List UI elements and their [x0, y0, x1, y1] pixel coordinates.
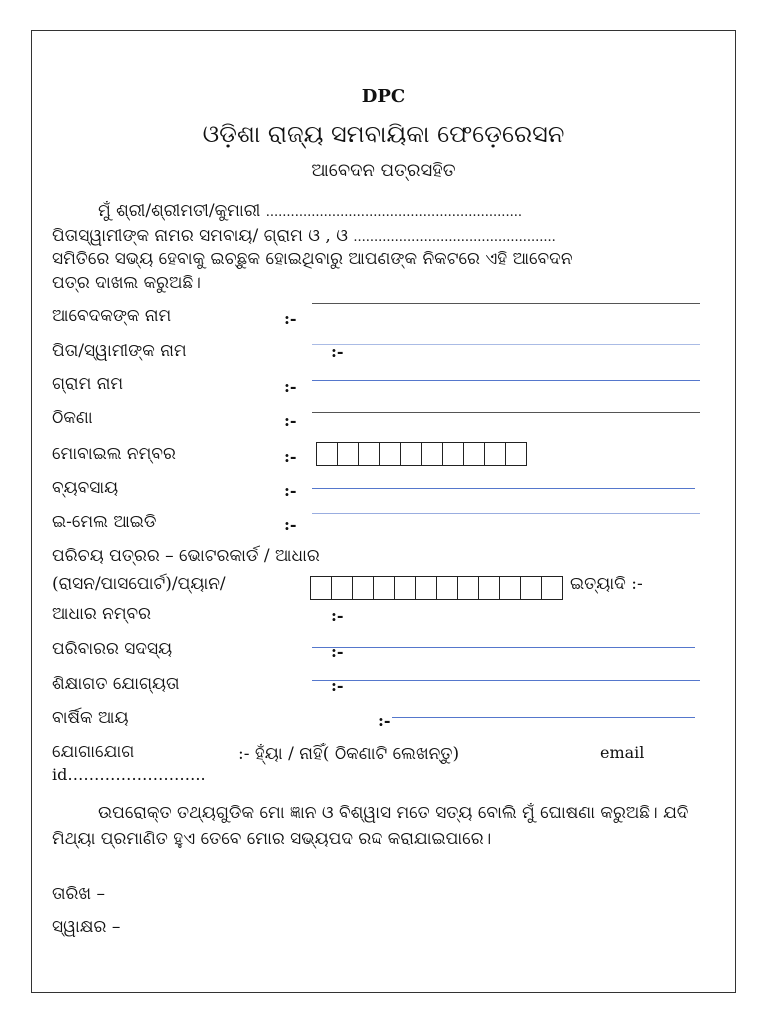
field-colon: :- — [331, 642, 344, 661]
field-label-education: ଶିକ୍ଷାଗତ ଯୋଗ୍ୟତା — [52, 674, 180, 694]
form-subtitle: ଆବେଦନ ପତ୍ରସହିତ — [311, 160, 456, 181]
field-colon: :- — [331, 676, 344, 695]
field-label-email: ଇ-ମେଲ ଆଇଡି — [52, 512, 157, 532]
id-proof-label-2: (ରାସନ/ପାସପୋର୍ଟ)/ପ୍ୟାନ/ — [52, 574, 226, 594]
email-input-line[interactable] — [312, 513, 700, 514]
field-colon: :- — [284, 481, 297, 500]
income-input-line[interactable] — [392, 717, 695, 718]
name-blank[interactable]: .............................................................. — [265, 205, 522, 220]
field-label-village-name: ଗ୍ରାମ ନାମ — [52, 374, 124, 394]
field-label-contact: ଯୋଗାଯୋଗ — [52, 742, 135, 762]
field-label-aadhaar: ଆଧାର ନମ୍ବର — [52, 604, 152, 624]
intro-text-1: ମୁଁ ଶ୍ରୀ/ଶ୍ରୀମତୀ/କୁମାରୀ — [98, 201, 261, 221]
field-label-mobile: ମୋବାଇଲ ନମ୍ବର — [52, 444, 176, 464]
email-id-blank[interactable]: id…………………….. — [52, 765, 206, 784]
contact-options[interactable]: :- ହ୍ୟାଁ / ନାହିଁ( ଠିକଣାଟି ଲେଖନ୍ତୁ) — [238, 744, 460, 764]
field-colon: :- — [284, 411, 297, 430]
field-colon: :- — [284, 309, 297, 328]
field-colon: :- — [331, 606, 344, 625]
field-label-address: ଠିକଣା — [52, 408, 93, 428]
id-proof-boxes[interactable] — [310, 576, 563, 600]
intro-line-1 — [98, 198, 522, 226]
email-label: email — [600, 743, 645, 762]
father-blank[interactable]: ................................................. — [353, 230, 556, 245]
village-input-line[interactable] — [312, 380, 700, 381]
field-colon: :- — [378, 711, 391, 730]
field-top-rule — [312, 303, 700, 304]
field-label-applicant-name: ଆବେଦକଙ୍କ ନାମ — [52, 306, 172, 326]
date-label: ତାରିଖ – — [52, 884, 106, 904]
declaration-paragraph: ଉପରୋକ୍ତ ତଥ୍ୟଗୁଡିକ ମୋ ଜ୍ଞାନ ଓ ବିଶ୍ୱାସ ମତେ ସତ୍ୟ ବୋଲି ମୁଁ ଘୋଷଣା କରୁଅଛି। ଯଦି ମିଥ୍ୟା ପ୍ରମାଣିତ ହୁଏ ତେବେ ମୋର ସଭ୍ୟପଦ ରଦ୍ଦ କରାଯାଇପାରେ। — [52, 803, 689, 849]
field-label-father-name: ପିତା/ସ୍ୱାମୀଙ୍କ ନାମ — [52, 341, 187, 361]
family-input-line[interactable] — [312, 647, 695, 648]
field-colon: :- — [284, 515, 297, 534]
id-proof-suffix: ଇତ୍ୟାଦି :- — [570, 574, 643, 594]
field-colon: :- — [331, 342, 344, 361]
field-colon: :- — [284, 447, 297, 466]
education-input-line[interactable] — [312, 680, 700, 681]
form-code: DPC — [361, 86, 406, 107]
intro-text-2: ପିତାସ୍ୱାମୀଙ୍କ ନାମର ସମବାୟ/ ଗ୍ରାମ ଓ , ଓ — [52, 226, 348, 246]
field-label-occupation: ବ୍ୟବସାୟ — [52, 478, 119, 498]
intro-line-4: ପତ୍ର ଦାଖଲ କରୁଅଛି। — [52, 273, 201, 293]
occupation-input-line[interactable] — [312, 488, 695, 489]
id-proof-label-1: ପରିଚୟ ପତ୍ରର – ଭୋଟରକାର୍ଡ / ଆଧାର — [52, 546, 320, 566]
field-label-family: ପରିବାରର ସଦସ୍ୟ — [52, 639, 173, 659]
mobile-number-boxes[interactable] — [316, 442, 527, 466]
field-colon: :- — [284, 377, 297, 396]
field-label-income: ବାର୍ଷିକ ଆୟ — [52, 708, 129, 728]
father-name-input-line[interactable] — [312, 344, 700, 345]
address-input-line[interactable] — [312, 412, 700, 413]
form-title: ଓଡ଼ିଶା ରାଜ୍ୟ ସମବାୟିକା ଫେଡ଼େରେସନ — [202, 120, 565, 148]
signature-label: ସ୍ୱାକ୍ଷର – — [52, 917, 121, 937]
intro-line-3: ସମିତିରେ ସଭ୍ୟ ହେବାକୁ ଇଚ୍ଛୁକ ହୋଇଥିବାରୁ ଆପଣଙ୍କ ନିକଟରେ ଏହି ଆବେଦନ — [52, 249, 573, 269]
